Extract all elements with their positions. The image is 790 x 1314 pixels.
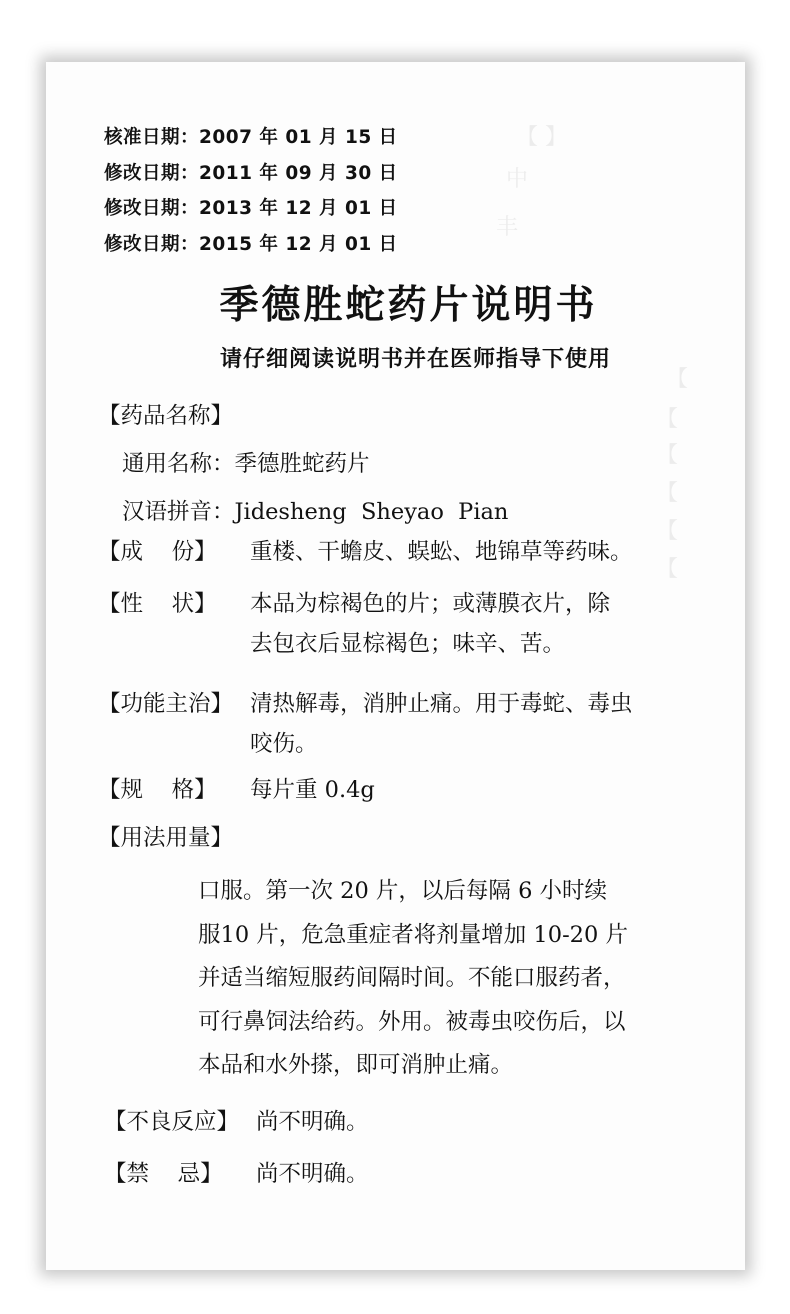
- dosage-line-3: 并适当缩短服药间隔时间。不能口服药者，: [198, 965, 626, 991]
- revision-date-1: 修改日期：2011 年 09 月 30 日: [104, 162, 398, 184]
- properties-line-1: 本品为棕褐色的片；或薄膜衣片，除: [250, 591, 611, 617]
- show-through-background: 【 】 中 丰 【 【 【 【 【 【: [496, 125, 689, 582]
- pinyin-name: 汉语拼音：Jidesheng Sheyao Pian: [122, 499, 509, 525]
- document-subtitle: 请仔细阅读说明书并在医师指导下使用: [219, 347, 611, 372]
- properties-label: 【性 状】: [98, 591, 217, 617]
- properties-line-2: 去包衣后显棕褐色；味辛、苦。: [250, 631, 566, 657]
- section-specification: [98, 770, 375, 810]
- section-drug-name: [98, 396, 508, 532]
- indications-label: 【功能主治】: [98, 691, 234, 717]
- specification-text: 每片重 0.4g: [250, 777, 375, 803]
- adverse-text: 尚不明确。: [256, 1109, 369, 1135]
- dosage-line-5: 本品和水外搽，即可消肿止痛。: [198, 1052, 514, 1078]
- specification-label: 【规 格】: [98, 777, 217, 803]
- revision-date-2: 修改日期：2013 年 12 月 01 日: [104, 198, 398, 219]
- dosage-label: 【用法用量】: [98, 825, 234, 851]
- section-adverse-reactions: [104, 1102, 369, 1142]
- dosage-line-4: 可行鼻饲法给药。外用。被毒虫咬伤后，以: [198, 1008, 626, 1035]
- dosage-line-1: 口服。第一次 20 片，以后每隔 6 小时续: [198, 878, 608, 904]
- section-properties: [98, 584, 610, 664]
- composition-label: 【成 份】: [98, 539, 217, 565]
- indications-line-1: 清热解毒，消肿止痛。用于毒蛇、毒虫: [250, 691, 633, 717]
- generic-name: 通用名称：季德胜蛇药片: [122, 451, 370, 477]
- adverse-label: 【不良反应】: [104, 1109, 240, 1135]
- section-indications: [98, 684, 633, 764]
- indications-line-2: 咬伤。: [250, 731, 318, 757]
- contraindications-label: 【禁 忌】: [104, 1161, 223, 1187]
- revision-date-3: 修改日期：2015 年 12 月 01 日: [104, 233, 398, 255]
- drug-name-label: 【药品名称】: [98, 403, 234, 429]
- approval-date: 核准日期：2007 年 01 月 15 日: [104, 127, 398, 148]
- composition-text: 重楼、干蟾皮、蜈蚣、地锦草等药味。: [250, 539, 633, 565]
- section-composition: [98, 532, 633, 572]
- date-history: [104, 120, 398, 262]
- document-title: 季德胜蛇药片说明书: [219, 283, 598, 328]
- instruction-sheet: [46, 62, 745, 1270]
- dosage-line-2: 服10 片，危急重症者将剂量增加 10-20 片: [198, 921, 628, 948]
- section-contraindications: [104, 1154, 369, 1194]
- contraindications-text: 尚不明确。: [256, 1161, 369, 1187]
- section-dosage: [98, 818, 628, 1088]
